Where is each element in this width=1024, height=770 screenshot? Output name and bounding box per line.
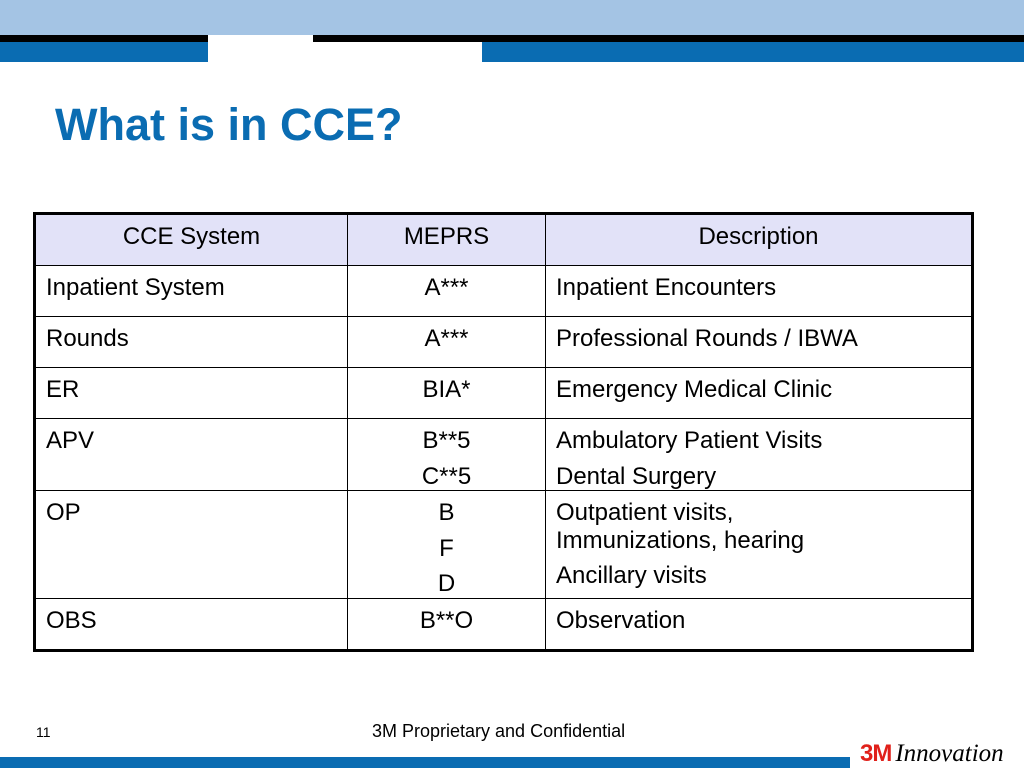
cell-meprs bbox=[348, 491, 546, 599]
cell-meprs bbox=[348, 317, 546, 368]
meprs-code: B**5 bbox=[422, 427, 471, 454]
cell-description bbox=[546, 598, 973, 650]
description-line: Observation bbox=[556, 606, 686, 634]
top-band-black-left bbox=[0, 35, 208, 42]
header-meprs: MEPRS bbox=[348, 214, 546, 266]
cell-meprs bbox=[348, 598, 546, 650]
top-band-blue-left bbox=[0, 42, 208, 62]
header-cce-system: CCE System bbox=[35, 214, 348, 266]
cell-system: ER bbox=[35, 368, 348, 419]
page-number: 11 bbox=[36, 724, 51, 740]
cell-description bbox=[546, 419, 973, 491]
meprs-code: C**5 bbox=[421, 462, 472, 490]
description-line: Dental Surgery bbox=[556, 462, 717, 490]
cell-system: Rounds bbox=[35, 317, 348, 368]
cell-system: APV bbox=[35, 419, 348, 491]
table-row bbox=[35, 491, 973, 599]
cell-system: OBS bbox=[35, 598, 348, 650]
cell-system: Inpatient System bbox=[35, 266, 348, 317]
meprs-code: BIA* bbox=[422, 376, 471, 403]
cce-table bbox=[33, 212, 974, 652]
top-band-light bbox=[0, 0, 1024, 35]
slide-title: What is in CCE? bbox=[55, 99, 403, 150]
table-row bbox=[35, 317, 973, 368]
cell-description bbox=[546, 317, 973, 368]
cell-meprs bbox=[348, 368, 546, 419]
cell-system: OP bbox=[35, 491, 348, 599]
table-row bbox=[35, 419, 973, 491]
description-line: Inpatient Encounters bbox=[556, 274, 777, 301]
meprs-code: B bbox=[438, 499, 455, 527]
bottom-band bbox=[0, 757, 850, 768]
description-line: Professional Rounds / IBWA bbox=[556, 325, 858, 352]
header-description: Description bbox=[546, 214, 973, 266]
logo-mark: 3M bbox=[860, 740, 892, 767]
meprs-code: D bbox=[437, 570, 456, 598]
meprs-code: F bbox=[439, 534, 454, 562]
description-line: Ambulatory Patient Visits bbox=[556, 427, 823, 454]
table-row bbox=[35, 598, 973, 650]
cell-description bbox=[546, 491, 973, 599]
top-band-black-right bbox=[313, 35, 1024, 42]
top-band-blue-right bbox=[482, 42, 1024, 62]
table-row bbox=[35, 266, 973, 317]
cell-meprs bbox=[348, 419, 546, 491]
table-row bbox=[35, 368, 973, 419]
meprs-code: B**O bbox=[419, 606, 474, 634]
description-line: Ancillary visits bbox=[556, 562, 707, 590]
cell-meprs bbox=[348, 266, 546, 317]
cell-description bbox=[546, 266, 973, 317]
logo-word: Innovation bbox=[895, 740, 1004, 767]
table-header-row bbox=[35, 214, 973, 266]
meprs-code: A*** bbox=[424, 325, 469, 352]
footer-confidential: 3M Proprietary and Confidential bbox=[372, 721, 626, 741]
description-line: Outpatient visits, Immunizations, hearing bbox=[556, 499, 805, 554]
cell-description bbox=[546, 368, 973, 419]
3m-innovation-logo bbox=[860, 740, 1004, 770]
meprs-code: A*** bbox=[424, 274, 469, 301]
description-line: Emergency Medical Clinic bbox=[556, 376, 833, 403]
